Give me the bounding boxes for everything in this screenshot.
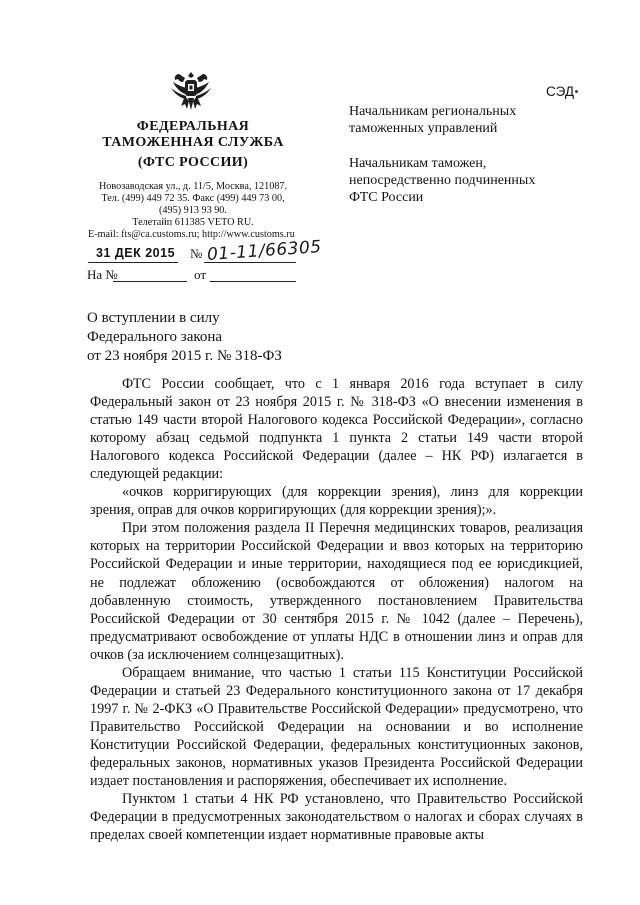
- ref-number-line: [113, 281, 187, 282]
- org-name-line1: ФЕДЕРАЛЬНАЯ: [136, 119, 250, 134]
- subject-block: [87, 309, 282, 366]
- ref-date-line: [210, 281, 296, 282]
- coat-of-arms-emblem-icon: [169, 68, 213, 114]
- body-paragraph-4: Пунктом 1 статьи 4 НК РФ установлено, что Правительство Российской Федерации в предусмотренных законодательством о налогах и сборах случаях в пределах своей компетенции издает нормативные правовые акты: [90, 791, 583, 844]
- ref-na-label: На №: [87, 267, 118, 282]
- address-line4: Телетайп 611385 VETO RU.: [132, 217, 254, 228]
- org-name-line3: (ФТС РОССИИ): [137, 155, 249, 170]
- body-paragraph-1: ФТС России сообщает, что с 1 января 2016 года вступает в силу Федеральный закон от 23 ноября 2015 г. № 318-ФЗ «О внесении изменения в статью 149 части второй Налогового кодекса Российской Федерации», согласно которому абзац седьмой подпункта 1 пункта 2 статьи 149 части второй Налогового кодекса Российской Федерации (далее – НК РФ) излагается в следующей редакции:: [90, 376, 583, 483]
- letter-body: [90, 375, 583, 844]
- number-label: №: [190, 246, 203, 261]
- subject-line2: Федерального закона: [87, 329, 223, 345]
- address-line2: Тел. (499) 449 72 35. Факс (499) 449 73 00,: [101, 193, 285, 204]
- number-underline: [204, 262, 296, 263]
- date-stamp: 31 ДЕК 2015: [96, 246, 176, 260]
- recipient-group2-line3: ФТС России: [349, 190, 424, 205]
- subject-line3: от 23 ноября 2015 г. № 318-ФЗ: [87, 348, 282, 364]
- document-number-handwritten: 01-11/66305: [206, 237, 323, 265]
- recipient-group2-line2: непосредственно подчиненных: [349, 173, 536, 188]
- body-paragraph-3: Обращаем внимание, что частью 1 статьи 115 Конституции Российской Федерации и статьей 23 Федерального конституционного закона от 17 декабря 1997 г. № 2-ФКЗ «О Правительстве Российской Федерации» предусмотрено, что Правительство Российской Федерации на основании и во исполнение Конституции Российской Федерации, федеральных конституционных законов, федеральных законов, нормативных указов Президента Российской Федерации издает постановления и распоряжения, обеспечивает их исполнение.: [90, 664, 583, 790]
- sed-mark: СЭД: [546, 84, 574, 99]
- date-underline: [88, 262, 178, 263]
- body-quote: «очков корригирующих (для коррекции зрения), линз для коррекции зрения, оправ для очков корригирующих (для коррекции зрения);».: [90, 484, 583, 519]
- recipient-group1-line2: таможенных управлений: [349, 121, 498, 136]
- ref-ot-label: от: [194, 267, 207, 282]
- body-paragraph-2: При этом положения раздела II Перечня медицинских товаров, реализация которых на территории Российской Федерации и ввоз которых на территорию Российской Федерации и иные территории, находящиеся под ее юрисдикцией, не подлежат обложению (освобождаются от обложения) налогом на добавленную стоимость, утвержденного постановлением Правительства Российской Федерации от 30 сентября 2015 г. № 1042 (далее – Перечень), предусматривают освобождение от уплаты НДС в отношении линз и оправ для очков (за исключением солнцезащитных).: [90, 520, 583, 663]
- address-line1: Новозаводская ул., д. 11/5, Москва, 121087.: [98, 181, 288, 192]
- email-line: E-mail: fts@ca.customs.ru; http://www.customs.ru: [88, 229, 295, 240]
- subject-line1: О вступлении в силу: [87, 310, 220, 326]
- sed-dot: [575, 90, 578, 93]
- org-name-line2: ТАМОЖЕННАЯ СЛУЖБА: [102, 135, 284, 150]
- address-line3: (495) 913 93 90.: [159, 205, 227, 216]
- recipient-group1-line1: Начальникам региональных: [349, 104, 517, 119]
- recipient-group2-line1: Начальникам таможен,: [349, 156, 487, 171]
